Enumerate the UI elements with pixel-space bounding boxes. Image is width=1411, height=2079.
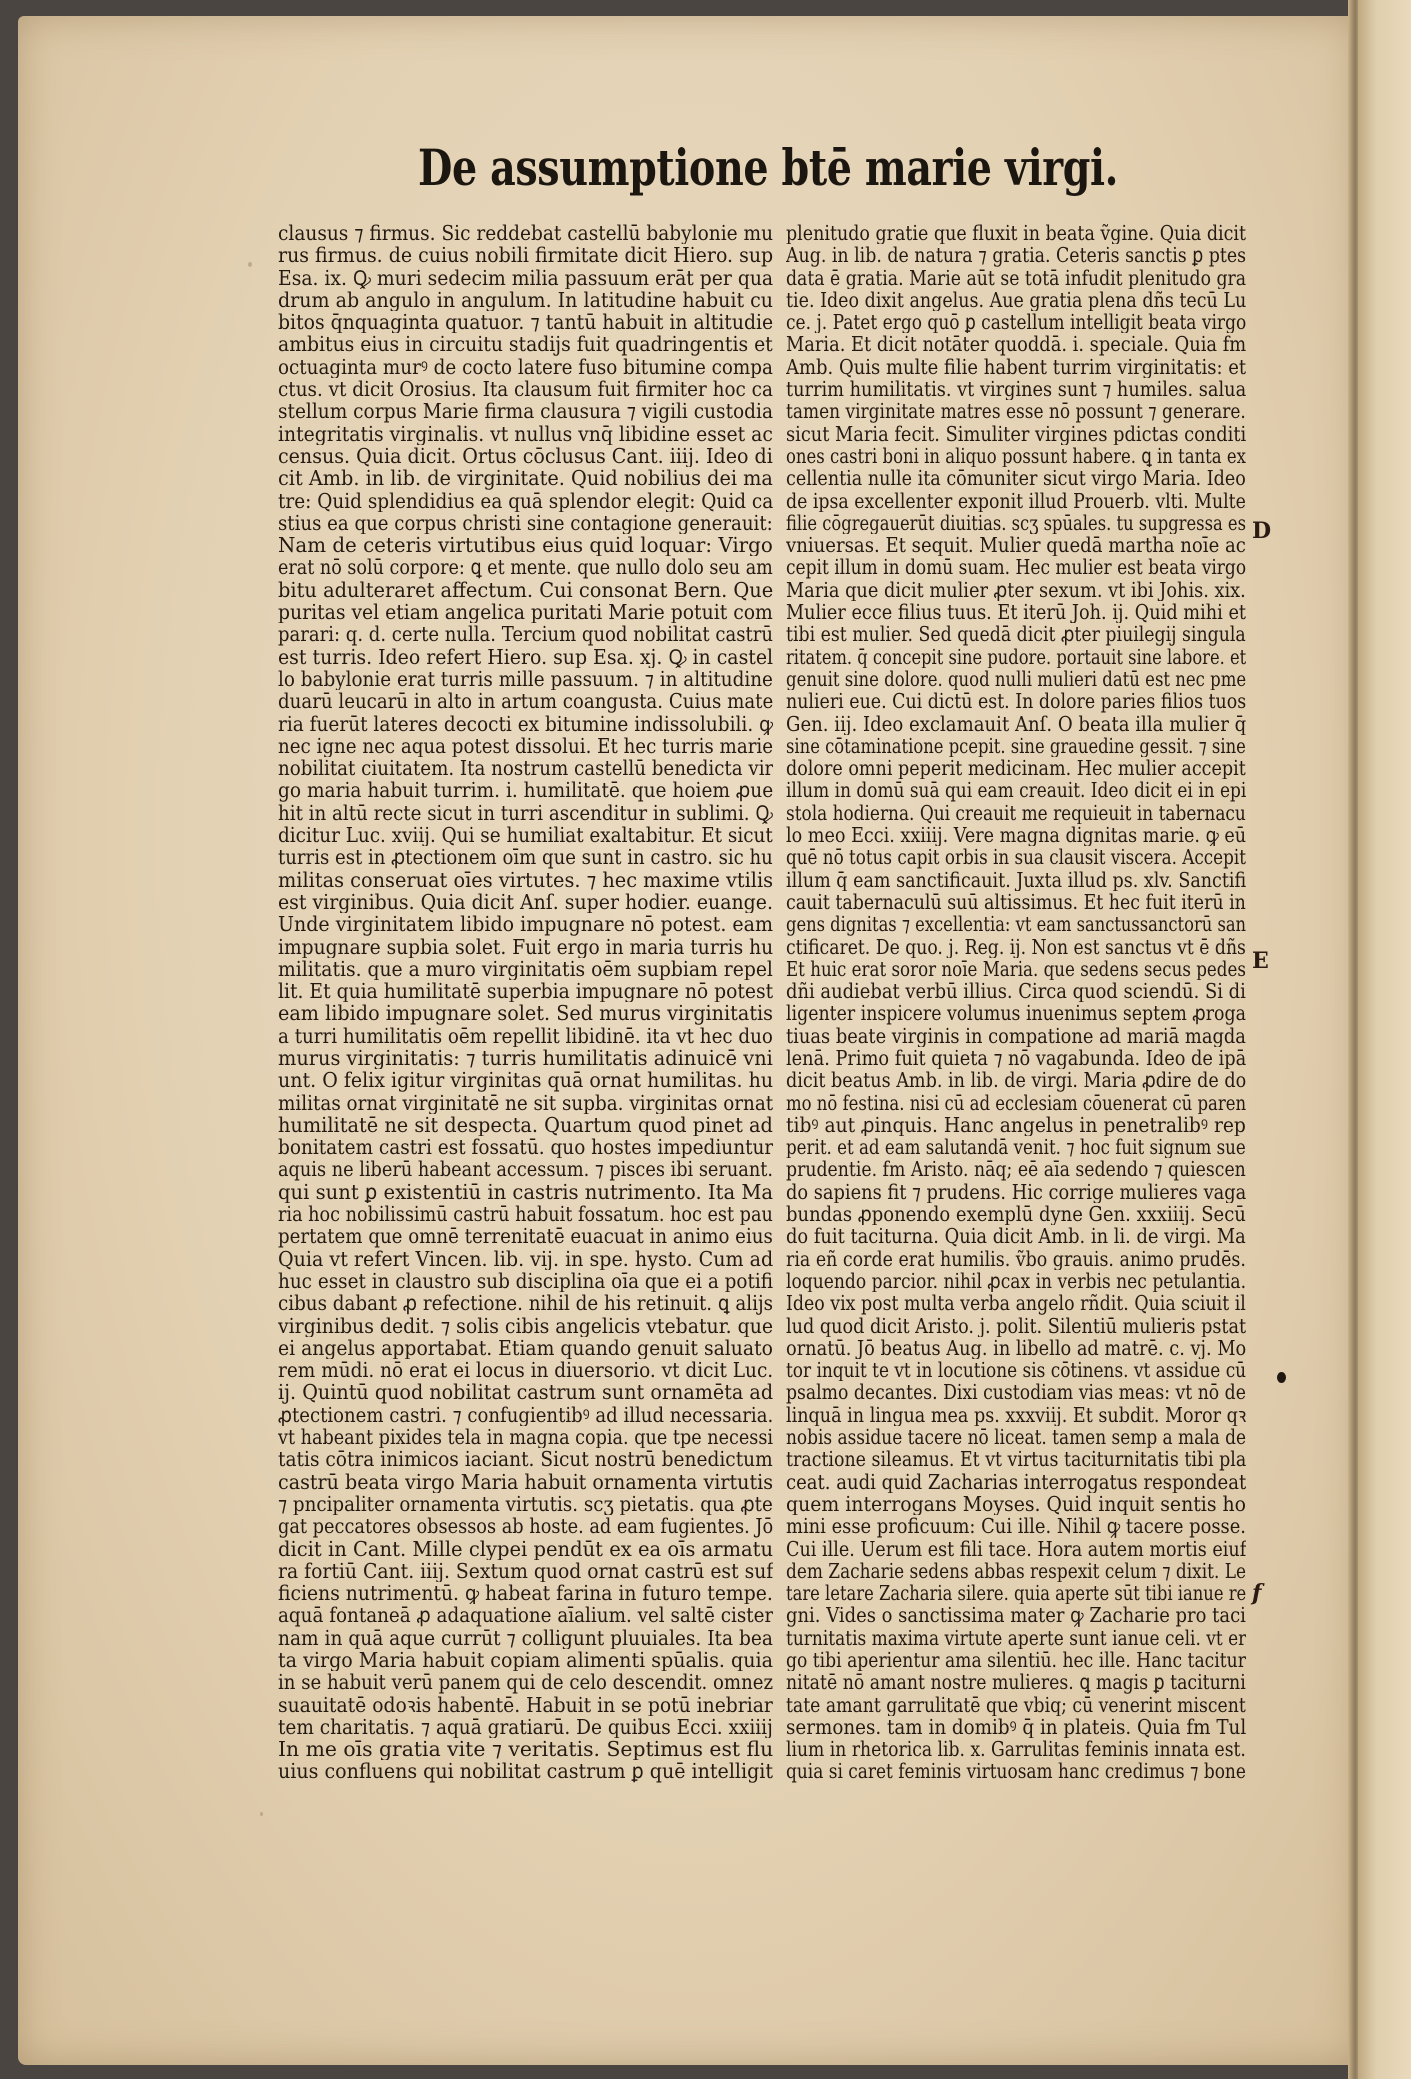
text-line	[786, 690, 1246, 712]
text-line	[786, 400, 1246, 422]
text-line-content: lium in rhetorica lib. x. Garrulitas feminis innata est.	[786, 1738, 1246, 1761]
text-line	[786, 378, 1246, 400]
text-line-content: militas ornat virginitatē ne sit supba. virginitas ornat	[278, 1091, 773, 1114]
text-line-content: tare letare Zacharia silere. quia aperte sūt tibi ianue re	[786, 1582, 1246, 1605]
text-line	[786, 1716, 1246, 1738]
text-line	[786, 1694, 1246, 1716]
text-line	[278, 1604, 773, 1626]
text-line-content: ta virgo Maria habuit copiam alimenti spūalis. quia	[278, 1649, 773, 1672]
paper-speck	[248, 262, 252, 267]
text-line-content: lenā. Primo fuit quieta ⁊ nō vagabunda. Ideo de ipā	[786, 1046, 1246, 1070]
text-line-content: ornatū. Jō beatus Aug. in libello ad matrē. c. vj. Mo	[786, 1336, 1246, 1360]
text-line-content: nobis assidue tacere nō liceat. tamen semp a mala de	[786, 1426, 1246, 1449]
text-line	[278, 1225, 773, 1247]
text-line-content: nulieri eue. Cui dictū est. In dolore paries filios tuos	[786, 690, 1246, 713]
text-line-content: Maria. Et dicit notāter quoddā. i. speciale. Quia fm	[786, 333, 1246, 356]
text-line	[786, 913, 1246, 935]
text-line-content: nec igne nec aqua potest dissolui. Et hec turris marie	[278, 734, 773, 758]
text-line	[786, 936, 1246, 958]
text-line	[278, 267, 773, 289]
text-line	[278, 378, 773, 400]
text-line-content: do fuit taciturna. Quia dicit Amb. in li. de virgi. Ma	[786, 1225, 1246, 1248]
text-line	[786, 1092, 1246, 1114]
text-line	[786, 1292, 1246, 1314]
text-line-content: hit in altū recte sicut in turri ascenditur in sublimi. Ꝙ	[278, 801, 773, 825]
text-line	[278, 534, 773, 556]
text-line-content: nam in quā aque currūt ⁊ colligunt pluuiales. Ita bea	[278, 1626, 773, 1649]
text-line	[278, 1337, 773, 1359]
text-line-content: loquendo parcior. nihil ꝓcax in verbis nec petulantia.	[786, 1269, 1246, 1293]
text-line-content: In me oīs gratia vite ⁊ veritatis. Septimus est flu	[278, 1738, 773, 1761]
text-line-content: dicitur Luc. xviij. Qui se humiliat exaltabitur. Et sicut	[278, 824, 773, 847]
text-line	[278, 690, 773, 712]
text-line-content: est virginibus. Quia dicit Anſ. super hodier. euange.	[278, 890, 773, 914]
text-line-content: tate amant garrulitatē que vbiq; cū venerint miscent	[786, 1693, 1246, 1716]
text-line-content: ⁊ pncipaliter ornamenta virtutis. scʒ pietatis. qua ꝓte	[278, 1492, 773, 1516]
text-line-content: census. Quia dicit. Ortus cōclusus Cant. iiij. Ideo di	[278, 444, 773, 468]
text-line	[278, 1716, 773, 1738]
text-line	[278, 1671, 773, 1693]
text-line-content: qui sunt ꝑ existentiū in castris nutrimento. Ita Ma	[278, 1180, 773, 1204]
text-line	[786, 1582, 1246, 1604]
text-line-content: tie. Ideo dixit angelus. Aue gratia plena dñs tecū Lu	[786, 288, 1246, 312]
text-line	[278, 1582, 773, 1604]
text-line-content: lo meo Ecci. xxiiij. Vere magna dignitas marie. ꝙ eū	[786, 824, 1246, 847]
text-line	[786, 356, 1246, 378]
text-line-content: de ipsa excellenter exponit illud Prouerb. vlti. Multe	[786, 489, 1246, 512]
text-line	[278, 869, 773, 891]
margin-note-f: f	[1252, 1580, 1262, 1606]
text-line	[278, 802, 773, 824]
text-line	[786, 1738, 1246, 1760]
text-line-content: illum q̄ eam sanctificauit. Juxta illud ps. xlv. Sanctifi	[786, 868, 1246, 891]
text-line-content: prudentie. fm Aristo. nāq; eē aīa sedendo ⁊ quiescen	[786, 1158, 1246, 1181]
text-line-content: Maria que dicit mulier ꝓter sexum. vt ibi Johis. xix.	[786, 578, 1246, 602]
page-title: De assumptione btē marie virgi.	[418, 138, 1119, 197]
text-line-content: gat peccatores obsessos ab hoste. ad eam fugientes. Jō	[278, 1515, 773, 1538]
text-line	[786, 1136, 1246, 1158]
text-line-content: in se habuit verū panem qui de celo descendit. omnez	[278, 1671, 773, 1694]
text-line	[278, 1136, 773, 1158]
text-line	[786, 1404, 1246, 1426]
text-line-content: Gen. iij. Ideo exclamauit Anſ. O beata illa mulier q̄	[786, 712, 1246, 735]
text-line	[278, 779, 773, 801]
text-line	[278, 222, 773, 244]
text-line	[786, 1248, 1246, 1270]
text-line-content: cit Amb. in lib. de virginitate. Quid nobilius dei ma	[278, 467, 773, 490]
text-line	[278, 1471, 773, 1493]
text-line	[786, 423, 1246, 445]
text-line	[278, 668, 773, 690]
text-line	[786, 467, 1246, 489]
text-line-content: nobilitat ciuitatem. Ita nostrum castellū benedicta vir	[278, 757, 773, 780]
text-line	[278, 1248, 773, 1270]
text-line	[786, 1225, 1246, 1247]
text-line-content: tor inquit te vt in locutione sis cōtinens. vt assidue cū	[786, 1359, 1246, 1382]
text-line	[278, 1404, 773, 1426]
text-line-content: ligenter inspicere volumus inuenimus septem ꝓroga	[786, 1002, 1246, 1025]
text-line	[278, 824, 773, 846]
text-line	[278, 400, 773, 422]
text-line-content: rem mūdi. nō erat ei locus in diuersorio. vt dicit Luc.	[278, 1359, 773, 1382]
text-line-content: lit. Et quia humilitatē superbia impugnare nō potest	[278, 980, 773, 1003]
text-line	[786, 1002, 1246, 1024]
text-line	[786, 779, 1246, 801]
text-line-content: lud quod dicit Aristo. j. polit. Silentiū mulieris pstat	[786, 1314, 1246, 1337]
text-line-content: Unde virginitatem libido impugnare nō potest. eam	[278, 913, 773, 936]
text-line-content: do sapiens fit ⁊ prudens. Hic corrige mulieres vaga	[786, 1180, 1246, 1204]
text-line	[278, 556, 773, 578]
text-line	[278, 1092, 773, 1114]
text-line-content: aquis ne liberū habeant accessum. ⁊ pisces ibi seruant.	[278, 1158, 773, 1181]
text-line	[278, 713, 773, 735]
right-text-column	[786, 222, 1246, 1783]
text-line	[278, 1114, 773, 1136]
text-line	[786, 646, 1246, 668]
text-line	[786, 1671, 1246, 1693]
text-line	[278, 1181, 773, 1203]
text-line	[786, 1538, 1246, 1560]
text-line	[278, 958, 773, 980]
text-line-content: nitatē nō amant nostre mulieres. ꝗ magis ꝑ taciturni	[786, 1671, 1246, 1694]
margin-note-d: D	[1252, 518, 1272, 544]
text-line-content: impugnare supbia solet. Fuit ergo in maria turris hu	[278, 935, 773, 958]
text-line	[786, 534, 1246, 556]
text-line	[786, 1315, 1246, 1337]
text-line-content: psalmo decantes. Dixi custodiam vias meas: vt nō de	[786, 1381, 1246, 1404]
text-line	[278, 1627, 773, 1649]
text-line-content: drum ab angulo in angulum. In latitudine habuit cu	[278, 288, 773, 312]
text-line-content: clausus ⁊ firmus. Sic reddebat castellū babylonie mu	[278, 222, 773, 245]
text-line-content: a turri humilitatis oēm repellit libidinē. ita vt hec duo	[278, 1024, 773, 1047]
text-line	[786, 1471, 1246, 1493]
text-line	[278, 936, 773, 958]
text-line	[786, 1493, 1246, 1515]
text-line	[786, 1627, 1246, 1649]
text-line-content: ria eñ corde erat humilis. ṽbo grauis. animo prudēs.	[786, 1247, 1246, 1270]
text-line-content: dicit in Cant. Mille clypei pendūt ex ea oīs armatu	[278, 1537, 773, 1560]
text-line	[278, 1649, 773, 1671]
text-line-content: stellum corpus Marie firma clausura ⁊ vigili custodia	[278, 400, 773, 423]
text-line	[786, 289, 1246, 311]
text-line	[786, 267, 1246, 289]
text-line-content: lo babylonie erat turris mille passuum. ⁊ in altitudine	[278, 667, 773, 691]
text-line-content: castrū beata virgo Maria habuit ornamenta virtutis	[278, 1470, 773, 1493]
text-line-content: puritas vel etiam angelica puritati Marie potuit com	[278, 601, 773, 624]
text-line-content: tamen virginitate matres esse nō possunt ⁊ generare.	[786, 400, 1246, 423]
text-line-content: ritatem. q̄ concepit sine pudore. portauit sine labore. et	[786, 645, 1246, 668]
text-line-content: plenitudo gratie que fluxit in beata ṽgine. Quia dicit	[786, 222, 1246, 245]
text-line-content: Ideo vix post multa verba angelo rñdit. Quia sciuit il	[786, 1292, 1246, 1315]
text-line	[786, 333, 1246, 355]
text-line	[278, 1694, 773, 1716]
text-line-content: parari: q. d. certe nulla. Tercium quod nobilitat castrū	[278, 623, 773, 646]
text-line-content: tibꝰ aut ꝓinquis. Hanc angelus in penetralibꝰ rep	[786, 1113, 1246, 1137]
text-line	[786, 1426, 1246, 1448]
text-line	[786, 1760, 1246, 1782]
text-line-content: dem Zacharie sedens abbas respexit celum ⁊ dixit. Le	[786, 1559, 1246, 1583]
text-line	[786, 1381, 1246, 1403]
text-line	[278, 846, 773, 868]
paper-speck	[260, 1812, 263, 1816]
text-line-content: ria fuerūt lateres decocti ex bitumine indissolubili. ꝙ	[278, 712, 773, 735]
text-line-content: bundas ꝓponendo exemplū dyne Gen. xxxiiij. Secū	[786, 1203, 1246, 1226]
text-line	[278, 1515, 773, 1537]
text-line	[278, 1292, 773, 1314]
text-line-content: quē nō totus capit orbis in sua clausit viscera. Accepit	[786, 846, 1246, 869]
text-line	[786, 490, 1246, 512]
text-line-content: filie cōgregauerūt diuitias. scʒ spūales. tu supgressa es	[786, 511, 1246, 535]
text-line	[786, 1270, 1246, 1292]
text-line-content: data ē gratia. Marie aūt se totā infudit plenitudo gra	[786, 266, 1246, 289]
text-line	[278, 356, 773, 378]
text-line-content: tem charitatis. ⁊ aquā gratiarū. De quibus Ecci. xxiiij	[278, 1715, 773, 1739]
text-line	[278, 1069, 773, 1091]
text-line	[278, 490, 773, 512]
text-line	[786, 980, 1246, 1002]
text-line	[278, 757, 773, 779]
text-line-content: ctificaret. De quo. j. Reg. ij. Non est sanctus vt ē dñs	[786, 935, 1246, 958]
text-line	[786, 891, 1246, 913]
text-line-content: aquā fontaneā ꝓ adaquatione aīalium. vel saltē cister	[278, 1604, 773, 1627]
text-line	[786, 1069, 1246, 1091]
text-line-content: Nam de ceteris virtutibus eius quid loquar: Virgo	[278, 534, 773, 557]
text-line	[278, 1448, 773, 1470]
text-line-content: sicut Maria fecit. Simuliter virgines pdictas conditi	[786, 422, 1246, 445]
text-line-content: ria hoc nobilissimū castrū habuit fossatum. hoc est pau	[278, 1203, 773, 1226]
text-line	[278, 913, 773, 935]
text-line	[786, 244, 1246, 266]
text-line	[278, 1560, 773, 1582]
text-line	[278, 1738, 773, 1760]
text-line	[786, 1560, 1246, 1582]
text-line	[278, 891, 773, 913]
text-line-content: sermones. tam in domibꝰ q̄ in plateis. Quia fm Tul	[786, 1715, 1246, 1739]
text-line-content: quia si caret feminis virtuosam hanc credimus ⁊ bone	[786, 1760, 1246, 1783]
text-line-content: murus virginitatis: ⁊ turris humilitatis adinuicē vni	[278, 1046, 773, 1070]
text-line	[786, 1181, 1246, 1203]
text-line-content: Mulier ecce filius tuus. Et iterū Joh. ij. Quid mihi et	[786, 601, 1246, 624]
text-line	[278, 623, 773, 645]
text-line-content: ei angelus apportabat. Etiam quando genuit saluato	[278, 1336, 773, 1360]
text-line-content: genuit sine dolore. quod nulli mulieri datū est nec pme	[786, 667, 1246, 691]
text-line	[786, 1515, 1246, 1537]
text-line-content: tractione sileamus. Et vt virtus taciturnitatis tibi pla	[786, 1448, 1246, 1471]
text-line-content: tibi est mulier. Sed quedā dicit ꝓter piuilegij singula	[786, 623, 1246, 646]
text-line	[278, 445, 773, 467]
text-line-content: octuaginta murꝰ de cocto latere fuso bitumine compa	[278, 355, 773, 379]
text-line	[786, 802, 1246, 824]
text-line-content: integritatis virginalis. vt nullus vnq̄ libidine esset ac	[278, 422, 773, 445]
text-line-content: Cui ille. Uerum est fili tace. Hora autem mortis eiuf	[786, 1537, 1246, 1560]
text-line	[278, 311, 773, 333]
text-line	[278, 1381, 773, 1403]
text-line-content: stola hodierna. Qui creauit me requieuit in tabernacu	[786, 801, 1246, 825]
text-line	[278, 423, 773, 445]
text-line	[278, 1760, 773, 1782]
text-line	[278, 579, 773, 601]
text-line-content: gni. Vides o sanctissima mater ꝙ Zacharie pro taci	[786, 1604, 1246, 1627]
text-line-content: gens dignitas ⁊ excellentia: vt eam sanctussanctorū san	[786, 913, 1246, 936]
text-line	[786, 735, 1246, 757]
text-line-content: vt habeant pixides tela in magna copia. que tpe necessi	[278, 1426, 773, 1449]
text-line-content: sine cōtaminatione pcepit. sine grauedine gessit. ⁊ sine	[786, 734, 1246, 758]
text-line	[786, 668, 1246, 690]
text-line	[786, 958, 1246, 980]
text-line-content: unt. O felix igitur virginitas quā ornat humilitas. hu	[278, 1069, 773, 1092]
text-line-content: tiuas beate virginis in compatione ad mariā magda	[786, 1024, 1246, 1047]
text-line	[786, 824, 1246, 846]
text-line-content: dicit beatus Amb. in lib. de virgi. Maria ꝓdire de do	[786, 1069, 1246, 1092]
text-line	[278, 1359, 773, 1381]
text-line-content: go tibi aperientur ama silentiū. hec ille. Hanc tacitur	[786, 1649, 1246, 1672]
text-line	[278, 1315, 773, 1337]
text-line-content: perit. et ad eam salutandā venit. ⁊ hoc fuit signum sue	[786, 1136, 1246, 1159]
text-line-content: dñi audiebat verbū illius. Circa quod sciendū. Si di	[786, 980, 1246, 1003]
text-line	[786, 757, 1246, 779]
text-line	[278, 467, 773, 489]
text-line	[278, 244, 773, 266]
text-line-content: ij. Quintū quod nobilitat castrum sunt ornamēta ad	[278, 1381, 773, 1404]
text-line-content: turnitatis maxima virtute aperte sunt ianue celi. vt er	[786, 1626, 1246, 1649]
text-line-content: Quia vt refert Vincen. lib. vij. in spe. hysto. Cum ad	[278, 1247, 773, 1270]
text-line	[786, 1158, 1246, 1180]
text-line-content: suauitatē odoꝛis habentē. Habuit in se potū inebriar	[278, 1693, 773, 1716]
text-line	[786, 1025, 1246, 1047]
text-line-content: militas conseruat oīes virtutes. ⁊ hec maxime vtilis	[278, 868, 773, 891]
text-line-content: cauit tabernaculū suū altissimus. Et hec fuit iterū in	[786, 890, 1246, 914]
text-line-content: go maria habuit turrim. i. humilitatē. que hoiem ꝓue	[278, 779, 773, 802]
text-line	[278, 1158, 773, 1180]
text-line	[278, 601, 773, 623]
text-line	[278, 1538, 773, 1560]
text-line	[786, 512, 1246, 534]
text-line-content: quem interrogans Moyses. Quid inquit sentis ho	[786, 1492, 1246, 1516]
text-line	[786, 445, 1246, 467]
text-line	[278, 735, 773, 757]
text-line	[786, 1114, 1246, 1136]
text-line-content: turrim humilitatis. vt virgines sunt ⁊ humiles. salua	[786, 378, 1246, 401]
text-line-content: huc esset in claustro sub disciplina oīa que ei a potifi	[278, 1269, 773, 1293]
text-line	[786, 222, 1246, 244]
text-line-content: ones castri boni in aliquo possunt habere. ꝗ in tanta ex	[786, 444, 1246, 468]
left-text-column	[278, 222, 773, 1783]
text-line-content: tatis cōtra inimicos iaciant. Sicut nostrū benedictum	[278, 1448, 773, 1471]
text-line-content: Esa. ix. Ꝙ muri sedecim milia passuum erāt per qua	[278, 266, 773, 289]
text-line	[786, 1448, 1246, 1470]
text-line	[786, 869, 1246, 891]
text-line	[278, 646, 773, 668]
text-line-content: virginibus dedit. ⁊ solis cibis angelicis vtebatur. que	[278, 1314, 773, 1337]
text-line-content: cibus dabant ꝓ refectione. nihil de his retinuit. ꝗ alijs	[278, 1292, 773, 1315]
text-line	[786, 556, 1246, 578]
text-line	[278, 289, 773, 311]
text-line-content: Et huic erat soror noīe Maria. que sedens secus pedes	[786, 957, 1246, 981]
text-line-content: rus firmus. de cuius nobili firmitate dicit Hiero. sup	[278, 244, 773, 267]
text-line	[786, 846, 1246, 868]
text-line	[278, 1493, 773, 1515]
text-line-content: dolore omni peperit medicinam. Hec mulier accepit	[786, 757, 1246, 780]
text-line-content: duarū leucarū in alto in artum coangusta. Cuius mate	[278, 690, 773, 713]
text-line	[278, 1002, 773, 1024]
text-line-content: bitos q̄nquaginta quatuor. ⁊ tantū habuit in altitudie	[278, 311, 773, 334]
text-line-content: eam libido impugnare solet. Sed murus virginitatis	[278, 1002, 773, 1025]
next-page-edge	[1358, 0, 1411, 2079]
text-line-content: pertatem que omnē terrenitatē euacuat in animo eius	[278, 1225, 773, 1248]
text-line	[786, 1359, 1246, 1381]
text-line	[278, 512, 773, 534]
text-line-content: Aug. in lib. de natura ⁊ gratia. Ceteris sanctis ꝑ ptes	[786, 244, 1246, 267]
text-line-content: bitu adulteraret affectum. Cui consonat Bern. Que	[278, 578, 773, 602]
text-line	[786, 1047, 1246, 1069]
text-line-content: bonitatem castri est fossatū. quo hostes impediuntur	[278, 1136, 773, 1159]
text-line	[278, 1025, 773, 1047]
text-line-content: linquā in lingua mea ps. xxxviij. Et subdit. Moror qꝛ	[786, 1403, 1246, 1427]
text-line-content: est turris. Ideo refert Hiero. sup Esa. xj. Ꝙ in castel	[278, 645, 773, 668]
text-line	[786, 1649, 1246, 1671]
text-line	[786, 1604, 1246, 1626]
text-line-content: vniuersas. Et sequit. Mulier quedā martha noīe ac	[786, 534, 1246, 557]
text-line-content: tre: Quid splendidius ea quā splendor elegit: Quid ca	[278, 489, 773, 512]
text-line	[786, 623, 1246, 645]
text-line-content: ctus. vt dicit Orosius. Ita clausum fuit firmiter hoc ca	[278, 378, 773, 401]
margin-note-e: E	[1252, 948, 1269, 974]
text-line-content: humilitatē ne sit despecta. Quartum quod pinet ad	[278, 1113, 773, 1137]
text-line-content: Amb. Quis multe filie habent turrim virginitatis: et	[786, 355, 1246, 379]
text-line-content: mini esse proficuum: Cui ille. Nihil ꝙ tacere posse.	[786, 1515, 1246, 1538]
text-line-content: turris est in ꝓtectionem oīm que sunt in castro. sic hu	[278, 846, 773, 869]
text-line-content: stius ea que corpus christi sine contagione generauit:	[278, 511, 773, 535]
text-line-content: mo nō festina. nisi cū ad ecclesiam cōuenerat cū paren	[786, 1091, 1246, 1114]
text-line-content: militatis. que a muro virginitatis oēm supbiam repel	[278, 957, 773, 981]
text-line	[786, 713, 1246, 735]
text-line	[278, 1270, 773, 1292]
text-line-content: uius confluens qui nobilitat castrum ꝑ quē intelligit	[278, 1760, 773, 1783]
text-line-content: erat nō solū corpore: ꝗ et mente. que nullo dolo seu am	[278, 556, 773, 579]
text-line-content: ficiens nutrimentū. ꝙ habeat farina in futuro tempe.	[278, 1582, 773, 1605]
text-line	[278, 1203, 773, 1225]
text-line	[786, 601, 1246, 623]
text-line	[786, 579, 1246, 601]
text-line-content: ceat. audi quid Zacharias interrogatus respondeat	[786, 1470, 1246, 1493]
ink-dot	[1277, 1372, 1286, 1383]
text-line	[278, 1426, 773, 1448]
text-line-content: ce. j. Patet ergo quō ꝑ castellum intelligit beata virgo	[786, 311, 1246, 334]
text-line-content: ꝓtectionem castri. ⁊ confugientibꝰ ad illud necessaria.	[278, 1403, 773, 1427]
text-line-content: illum in domū suā qui eam creauit. Ideo dicit ei in epi	[786, 779, 1246, 802]
text-line-content: cepit illum in domū suam. Hec mulier est beata virgo	[786, 556, 1246, 579]
text-line-content: ra fortiū Cant. iiij. Sextum quod ornat castrū est suf	[278, 1559, 773, 1583]
text-line	[278, 333, 773, 355]
text-line	[278, 980, 773, 1002]
text-line	[786, 311, 1246, 333]
text-line-content: cellentia nulle ita cōmuniter sicut virgo Maria. Ideo	[786, 467, 1246, 490]
text-line	[786, 1337, 1246, 1359]
text-line-content: ambitus eius in circuitu stadijs fuit quadringentis et	[278, 333, 773, 356]
text-line	[786, 1203, 1246, 1225]
text-line	[278, 1047, 773, 1069]
